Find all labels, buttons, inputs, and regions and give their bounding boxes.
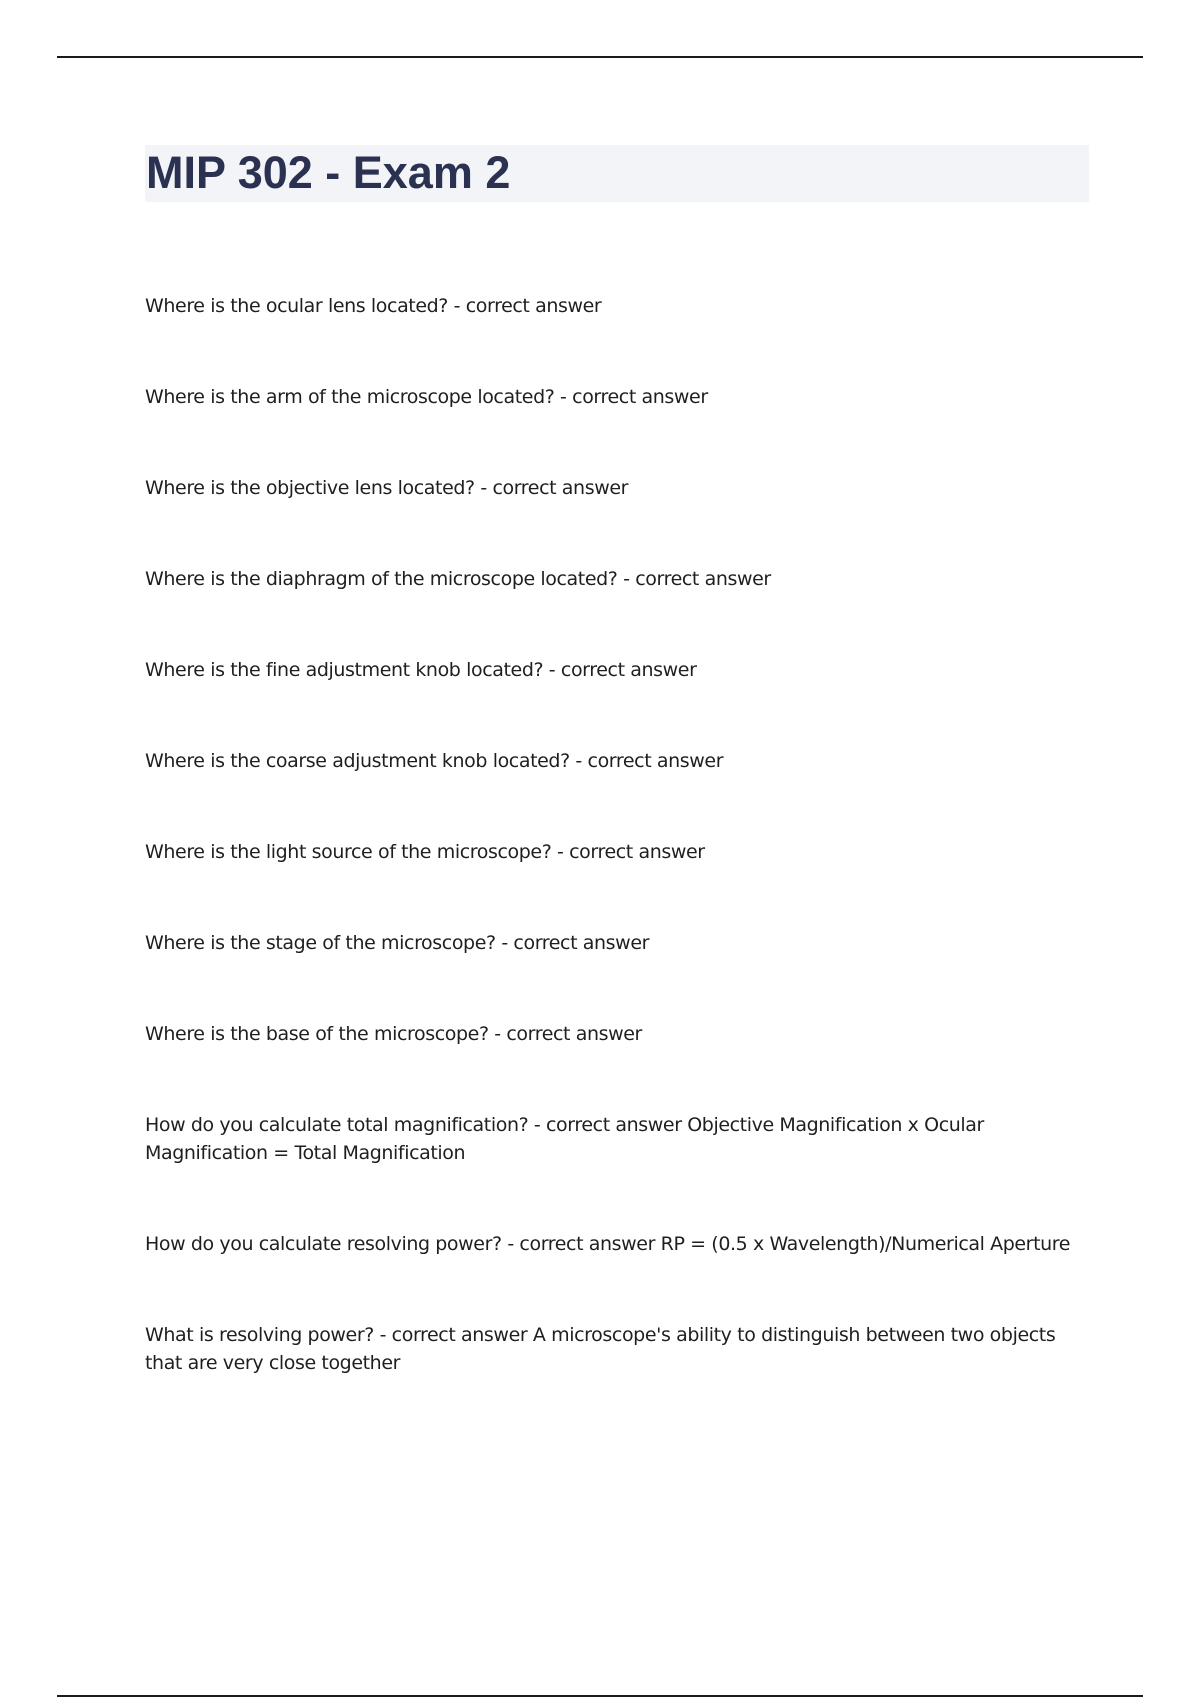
- qa-item: How do you calculate total magnification? - correct answer Objective Magnification x Ocular Magnification = Total Magnification: [145, 1114, 984, 1164]
- page-title: MIP 302 - Exam 2: [146, 147, 511, 198]
- qa-item: Where is the coarse adjustment knob located? - correct answer: [145, 750, 724, 772]
- bottom-rule: [57, 1695, 1143, 1697]
- qa-item: Where is the fine adjustment knob located? - correct answer: [145, 659, 697, 681]
- qa-item: What is resolving power? - correct answer A microscope's ability to distinguish between two objects that are very close together: [145, 1324, 1056, 1374]
- qa-item: Where is the objective lens located? - correct answer: [145, 477, 629, 499]
- qa-item: Where is the ocular lens located? - correct answer: [145, 295, 602, 317]
- qa-item: Where is the base of the microscope? - correct answer: [145, 1023, 642, 1045]
- qa-item: Where is the diaphragm of the microscope located? - correct answer: [145, 568, 771, 590]
- top-rule: [57, 56, 1143, 58]
- qa-item: How do you calculate resolving power? - correct answer RP = (0.5 x Wavelength)/Numerical Aperture: [145, 1233, 1071, 1255]
- qa-item: Where is the stage of the microscope? - correct answer: [145, 932, 650, 954]
- qa-item: Where is the light source of the microscope? - correct answer: [145, 841, 705, 863]
- qa-item: Where is the arm of the microscope located? - correct answer: [145, 386, 708, 408]
